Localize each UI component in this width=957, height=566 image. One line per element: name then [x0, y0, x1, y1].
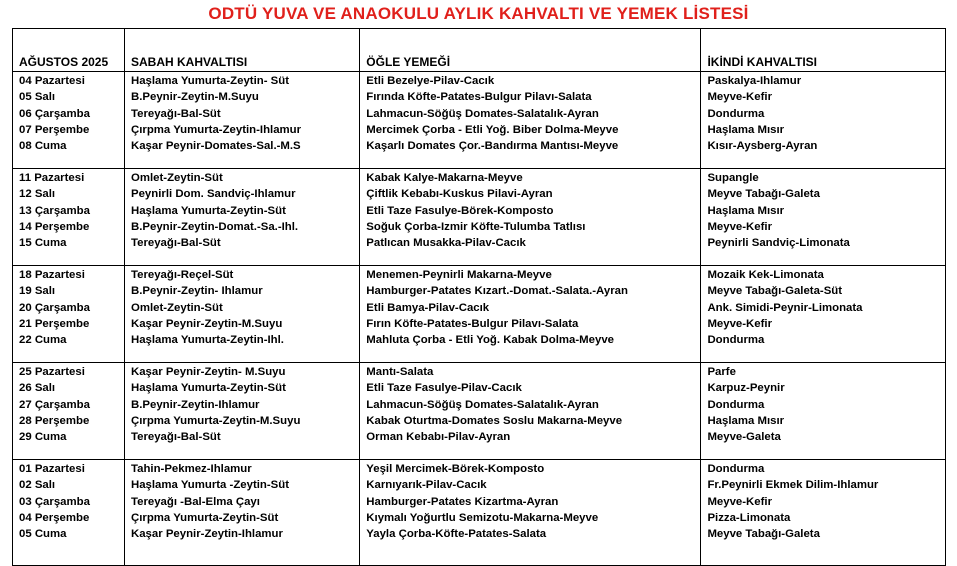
lunch-item: Kıymalı Yoğurtlu Semizotu-Makarna-Meyve	[366, 511, 599, 524]
header-breakfast: SABAH KAHVALTISI	[125, 29, 360, 72]
afternoon-item: Peynirli Sandviç-Limonata	[707, 237, 850, 250]
afternoon-item: Ank. Simidi-Peynir-Limonata	[707, 301, 863, 314]
breakfast-item: Çırpma Yumurta-Zeytin-Ihlamur	[131, 123, 302, 136]
lunch-item: Yayla Çorba-Köfte-Patates-Salata	[366, 528, 547, 541]
breakfast-item: Kaşar Peynir-Zeytin- M.Suyu	[131, 366, 286, 378]
afternoon-item: Haşlama Mısır	[707, 204, 785, 217]
lunch-item: Fırında Köfte-Patates-Bulgur Pilavı-Salata	[366, 91, 592, 104]
breakfast-item: B.Peynir-Zeytin-Domat.-Sa.-Ihl.	[131, 220, 299, 233]
week-row	[13, 460, 946, 566]
afternoon-item: Paskalya-Ihlamur	[707, 75, 802, 87]
lunch-item: Fırın Köfte-Patates-Bulgur Pilavı-Salata	[366, 317, 579, 330]
lunch-item: Lahmacun-Söğüş Domates-Salatalık-Ayran	[366, 398, 599, 411]
lunch-item: Etli Taze Fasulye-Pilav-Cacık	[366, 382, 522, 395]
week-row	[13, 363, 946, 460]
lunch-item: Menemen-Peynirli Makarna-Meyve	[366, 269, 552, 281]
lunch-cell	[360, 169, 701, 266]
weeks-body	[13, 72, 946, 566]
day-line: 03 Çarşamba	[19, 495, 90, 508]
lunch-cell	[360, 266, 701, 363]
day-cell	[13, 460, 125, 566]
breakfast-item: Çırpma Yumurta-Zeytin-M.Suyu	[131, 414, 301, 427]
breakfast-item: Haşlama Yumurta-Zeytin-Süt	[131, 204, 286, 217]
afternoon-item: Meyve-Kefir	[707, 495, 773, 508]
day-line: 20 Çarşamba	[19, 301, 90, 314]
breakfast-item: Kaşar Peynir-Zeytin-Ihlamur	[131, 528, 283, 541]
day-line: 27 Çarşamba	[19, 398, 90, 411]
day-line: 02 Salı	[19, 479, 56, 492]
breakfast-item: Haşlama Yumurta -Zeytin-Süt	[131, 479, 290, 492]
day-line: 26 Salı	[19, 382, 56, 395]
afternoon-item: Haşlama Mısır	[707, 123, 785, 136]
day-line: 08 Cuma	[19, 140, 67, 153]
lunch-item: Hamburger-Patates Kizartma-Ayran	[366, 495, 559, 508]
afternoon-item: Meyve Tabağı-Galeta	[707, 188, 820, 201]
afternoon-item: Karpuz-Peynir	[707, 382, 785, 395]
day-line: 22 Cuma	[19, 334, 67, 347]
breakfast-cell	[125, 460, 360, 566]
day-cell	[13, 363, 125, 460]
day-line: 06 Çarşamba	[19, 107, 90, 120]
breakfast-item: Kaşar Peynir-Domates-Sal.-M.S	[131, 140, 301, 153]
breakfast-cell	[125, 169, 360, 266]
menu-table	[12, 28, 946, 566]
lunch-item: Kabak Oturtma-Domates Soslu Makarna-Meyve	[366, 414, 623, 427]
day-line: 04 Perşembe	[19, 511, 90, 524]
breakfast-item: Peynirli Dom. Sandviç-Ihlamur	[131, 188, 296, 201]
lunch-item: Etli Bezelye-Pilav-Cacık	[366, 75, 495, 87]
lunch-item: Hamburger-Patates Kızart.-Domat.-Salata.-Ayran	[366, 285, 628, 298]
afternoon-cell	[701, 266, 946, 363]
lunch-item: Karnıyarık-Pilav-Cacık	[366, 479, 487, 492]
day-line: 05 Cuma	[19, 528, 67, 541]
breakfast-item: Tereyağı-Bal-Süt	[131, 237, 221, 250]
day-line: 05 Salı	[19, 91, 56, 104]
week-row	[13, 72, 946, 169]
header-row	[13, 29, 946, 72]
day-line: 12 Salı	[19, 188, 56, 201]
header-afternoon: İKİNDİ KAHVALTISI	[701, 29, 946, 72]
page-title: ODTÜ YUVA VE ANAOKULU AYLIK KAHVALTI VE YEMEK LİSTESİ	[208, 4, 749, 23]
afternoon-item: Dondurma	[707, 107, 765, 120]
day-line: 07 Perşembe	[19, 123, 90, 136]
week-row	[13, 169, 946, 266]
lunch-cell	[360, 460, 701, 566]
lunch-cell	[360, 72, 701, 169]
afternoon-item: Supangle	[707, 172, 759, 184]
breakfast-item: B.Peynir-Zeytin-Ihlamur	[131, 398, 260, 411]
breakfast-item: Haşlama Yumurta-Zeytin-Süt	[131, 382, 286, 395]
afternoon-item: Pizza-Limonata	[707, 511, 791, 524]
breakfast-item: Tereyağı -Bal-Elma Çayı	[131, 495, 260, 508]
breakfast-cell	[125, 363, 360, 460]
afternoon-item: Dondurma	[707, 463, 765, 475]
lunch-item: Mantı-Salata	[366, 366, 434, 378]
day-line: 11 Pazartesi	[19, 172, 85, 184]
breakfast-cell	[125, 266, 360, 363]
breakfast-item: Kaşar Peynir-Zeytin-M.Suyu	[131, 317, 283, 330]
day-line: 19 Salı	[19, 285, 56, 298]
day-line: 01 Pazartesi	[19, 463, 85, 475]
week-row	[13, 266, 946, 363]
afternoon-item: Mozaik Kek-Limonata	[707, 269, 824, 281]
afternoon-item: Meyve-Kefir	[707, 317, 773, 330]
breakfast-item: Tahin-Pekmez-Ihlamur	[131, 463, 252, 475]
afternoon-cell	[701, 72, 946, 169]
afternoon-item: Dondurma	[707, 398, 765, 411]
day-line: 15 Cuma	[19, 237, 67, 250]
afternoon-item: Meyve Tabağı-Galeta	[707, 528, 820, 541]
afternoon-item: Fr.Peynirli Ekmek Dilim-Ihlamur	[707, 479, 879, 492]
lunch-item: Kabak Kalye-Makarna-Meyve	[366, 172, 523, 184]
day-cell	[13, 72, 125, 169]
lunch-item: Etli Bamya-Pilav-Cacık	[366, 301, 490, 314]
breakfast-item: Haşlama Yumurta-Zeytin- Süt	[131, 75, 290, 87]
header-month: AĞUSTOS 2025	[13, 29, 125, 72]
afternoon-cell	[701, 460, 946, 566]
day-line: 25 Pazartesi	[19, 366, 85, 378]
afternoon-item: Meyve Tabağı-Galeta-Süt	[707, 285, 843, 298]
breakfast-item: Omlet-Zeytin-Süt	[131, 172, 223, 184]
afternoon-item: Kısır-Aysberg-Ayran	[707, 140, 818, 153]
afternoon-cell	[701, 169, 946, 266]
lunch-item: Yeşil Mercimek-Börek-Komposto	[366, 463, 545, 475]
lunch-item: Kaşarlı Domates Çor.-Bandırma Mantısı-Meyve	[366, 140, 619, 153]
breakfast-item: Çırpma Yumurta-Zeytin-Süt	[131, 511, 279, 524]
afternoon-item: Meyve-Kefir	[707, 220, 773, 233]
afternoon-item: Haşlama Mısır	[707, 414, 785, 427]
afternoon-item: Parfe	[707, 366, 736, 378]
lunch-item: Patlıcan Musakka-Pilav-Cacık	[366, 237, 526, 250]
afternoon-item: Meyve-Galeta	[707, 431, 781, 444]
day-line: 28 Perşembe	[19, 414, 90, 427]
lunch-item: Çiftlik Kebabı-Kuskus Pilavi-Ayran	[366, 188, 553, 201]
day-line: 13 Çarşamba	[19, 204, 90, 217]
breakfast-item: Omlet-Zeytin-Süt	[131, 301, 223, 314]
day-cell	[13, 169, 125, 266]
breakfast-item: B.Peynir-Zeytin-M.Suyu	[131, 91, 259, 104]
day-line: 14 Perşembe	[19, 220, 90, 233]
breakfast-item: Tereyağı-Bal-Süt	[131, 431, 221, 444]
lunch-item: Lahmacun-Söğüş Domates-Salatalık-Ayran	[366, 107, 599, 120]
lunch-item: Orman Kebabı-Pilav-Ayran	[366, 431, 511, 444]
lunch-item: Soğuk Çorba-Izmir Köfte-Tulumba Tatlısı	[366, 220, 586, 233]
afternoon-item: Meyve-Kefir	[707, 91, 773, 104]
lunch-cell	[360, 363, 701, 460]
breakfast-item: B.Peynir-Zeytin- Ihlamur	[131, 285, 263, 298]
breakfast-item: Haşlama Yumurta-Zeytin-Ihl.	[131, 334, 284, 347]
breakfast-item: Tereyağı-Reçel-Süt	[131, 269, 234, 281]
day-cell	[13, 266, 125, 363]
day-line: 29 Cuma	[19, 431, 67, 444]
breakfast-cell	[125, 72, 360, 169]
day-line: 04 Pazartesi	[19, 75, 85, 87]
lunch-item: Mercimek Çorba - Etli Yoğ. Biber Dolma-Meyve	[366, 123, 619, 136]
header-lunch: ÖĞLE YEMEĞİ	[360, 29, 701, 72]
lunch-item: Etli Taze Fasulye-Börek-Komposto	[366, 204, 554, 217]
afternoon-cell	[701, 363, 946, 460]
lunch-item: Mahluta Çorba - Etli Yoğ. Kabak Dolma-Meyve	[366, 334, 614, 347]
day-line: 18 Pazartesi	[19, 269, 85, 281]
afternoon-item: Dondurma	[707, 334, 765, 347]
day-line: 21 Perşembe	[19, 317, 90, 330]
breakfast-item: Tereyağı-Bal-Süt	[131, 107, 221, 120]
